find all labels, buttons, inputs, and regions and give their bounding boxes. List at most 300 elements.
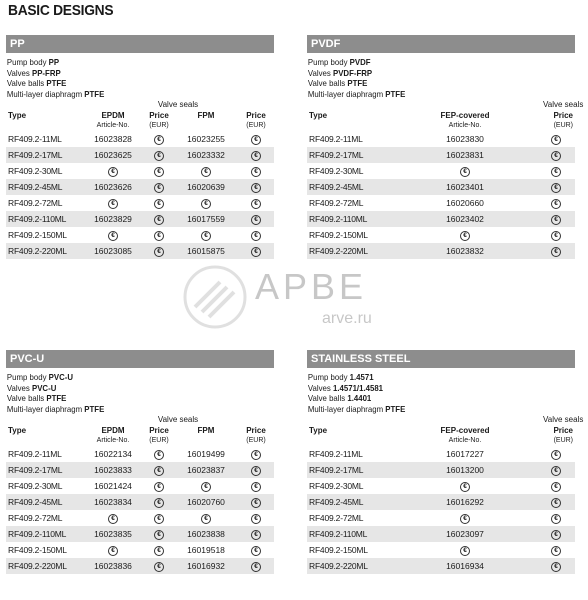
section-header: PVDF: [307, 35, 575, 53]
column-header-row: [307, 110, 575, 120]
price-on-request-icon: €: [201, 167, 211, 177]
valve-seals-label: Valve seals: [543, 100, 584, 110]
price-on-request-icon: €: [551, 498, 561, 508]
type-cell: RF409.2-45ML: [307, 179, 415, 195]
article-cell: 16016932: [174, 558, 238, 574]
article-cell: 16023626: [82, 179, 144, 195]
column-header-s1: EPDM: [101, 425, 125, 435]
spec-line: [308, 78, 554, 89]
price-table: [307, 414, 584, 574]
column-subheader-row: [6, 435, 274, 446]
type-cell: RF409.2-72ML: [8, 198, 63, 209]
column-subheader-s2: [174, 435, 238, 446]
price-on-request-icon: €: [154, 183, 164, 193]
type-cell: RF409.2-45ML: [6, 494, 82, 510]
article-cell: [82, 195, 144, 211]
article-cell: [82, 163, 144, 179]
type-cell: RF409.2-17ML: [6, 147, 82, 163]
column-subheader-s1: Article-No.: [448, 122, 482, 130]
spec-value: PP: [48, 57, 60, 67]
column-header-p2: Price: [246, 110, 266, 120]
spec-label: Valves: [6, 382, 30, 393]
table-row: [6, 462, 274, 478]
column-header-row: [307, 425, 575, 435]
article-cell: [174, 163, 238, 179]
table-row: [6, 227, 274, 243]
column-subheader-type: [307, 435, 415, 446]
article-cell: [415, 227, 515, 243]
column-subheader-s1: Article-No.: [448, 437, 482, 445]
spec-value: PTFE: [46, 393, 67, 404]
price-on-request-icon: €: [460, 167, 470, 177]
article-cell: 16023097: [415, 526, 515, 542]
spec-value: PVC-U: [32, 382, 57, 393]
article-cell: 16023255: [187, 134, 225, 145]
column-header-type: Type: [8, 110, 27, 120]
article-cell: 16019499: [187, 449, 225, 460]
column-header-s2: FPM: [197, 425, 215, 435]
valve-seals-row: [307, 414, 575, 425]
price-on-request-icon: €: [251, 546, 261, 556]
price-on-request-icon: €: [460, 231, 470, 241]
column-subheader-p1: (EUR): [553, 122, 574, 130]
article-cell: 16016292: [415, 494, 515, 510]
article-cell: [82, 542, 144, 558]
type-cell: RF409.2-150ML: [309, 545, 368, 556]
spec-value: PTFE: [84, 88, 105, 99]
price-on-request-icon: €: [108, 514, 118, 524]
price-on-request-icon: €: [108, 167, 118, 177]
price-on-request-icon: €: [251, 466, 261, 476]
valve-seals-label: Valve seals: [157, 415, 199, 425]
spec-line: [7, 404, 253, 415]
price-cell: [144, 478, 174, 494]
table-row: [307, 542, 575, 558]
article-cell: 16021424: [94, 481, 132, 492]
type-cell: RF409.2-220ML: [6, 243, 82, 259]
table-row: [6, 179, 274, 195]
article-cell: 16023402: [415, 211, 515, 227]
type-cell: RF409.2-45ML: [307, 494, 415, 510]
price-cell: [238, 446, 274, 462]
valve-seals-row: [307, 99, 575, 110]
price-cell: [144, 446, 174, 462]
spec-value: 1.4571/1.4581: [333, 382, 384, 393]
price-table: [6, 99, 274, 259]
article-cell: 16013200: [415, 462, 515, 478]
price-on-request-icon: €: [251, 183, 261, 193]
column-subheader-row: [307, 120, 575, 131]
price-on-request-icon: €: [251, 135, 261, 145]
price-cell: [515, 494, 575, 510]
spec-line: [7, 89, 253, 100]
type-cell: RF409.2-11ML: [309, 449, 363, 460]
column-header-p1: Price: [149, 110, 169, 120]
valve-seals-label: Valve seals: [543, 415, 584, 425]
spec-value: 1.4401: [347, 393, 372, 404]
price-cell: [515, 179, 575, 195]
column-subheader-type: [6, 435, 82, 446]
column-subheader-type: [307, 120, 415, 131]
type-cell: RF409.2-150ML: [8, 230, 67, 241]
price-on-request-icon: €: [460, 546, 470, 556]
price-table: [307, 99, 584, 259]
price-cell: [238, 510, 274, 526]
spec-value: PTFE: [347, 78, 368, 89]
price-on-request-icon: €: [154, 514, 164, 524]
table-row: [6, 558, 274, 574]
section-pvdf: [307, 35, 584, 259]
article-cell: 16020760: [174, 494, 238, 510]
price-cell: [144, 243, 174, 259]
section-header: PP: [6, 35, 274, 53]
price-cell: [515, 542, 575, 558]
column-subheader-s1: Article-No.: [96, 122, 130, 130]
article-cell: [174, 227, 238, 243]
spec-label: Pump body: [6, 372, 47, 382]
column-subheader-s1: Article-No.: [96, 437, 130, 445]
price-on-request-icon: €: [551, 466, 561, 476]
price-cell: [515, 462, 575, 478]
table-row: [307, 243, 575, 259]
column-header-s1: FEP-covered: [440, 425, 490, 435]
valve-seals-label: Valve seals: [157, 100, 199, 110]
spec-label: Valves: [307, 67, 331, 78]
table-row: [6, 211, 274, 227]
blank-cell: [6, 414, 82, 425]
article-cell: 16023829: [82, 211, 144, 227]
price-cell: [144, 227, 174, 243]
article-cell: 16023085: [82, 243, 144, 259]
spec-line: [7, 372, 253, 383]
price-cell: [515, 243, 575, 259]
price-on-request-icon: €: [251, 167, 261, 177]
column-subheader-p2: (EUR): [246, 122, 266, 130]
price-on-request-icon: €: [551, 167, 561, 177]
spec-value: PTFE: [385, 88, 406, 99]
spec-value: 1.4571: [349, 372, 374, 382]
column-header-row: [6, 110, 274, 120]
article-cell: 16017227: [446, 449, 484, 460]
column-header-row: [6, 425, 274, 435]
blank-cell: [307, 99, 415, 110]
spec-value: PP-FRP: [32, 67, 61, 78]
table-row: [6, 131, 274, 147]
price-cell: [238, 478, 274, 494]
spec-line: [308, 372, 554, 383]
price-cell: [515, 478, 575, 494]
price-cell: [144, 558, 174, 574]
price-on-request-icon: €: [251, 151, 261, 161]
table-row: [6, 147, 274, 163]
table-row: [307, 147, 575, 163]
column-subheader-row: [307, 435, 575, 446]
column-header-s2: FPM: [197, 110, 215, 120]
article-cell: 16022134: [94, 449, 132, 460]
type-cell: RF409.2-220ML: [307, 243, 415, 259]
table-row: [6, 526, 274, 542]
table-row: [307, 163, 575, 179]
spec-value: PVC-U: [48, 372, 74, 382]
type-cell: RF409.2-30ML: [309, 166, 364, 177]
spec-line: [7, 393, 253, 404]
price-on-request-icon: €: [551, 482, 561, 492]
article-cell: 16020660: [446, 198, 484, 209]
spec-line: [308, 393, 554, 404]
table-row: [307, 446, 575, 462]
type-cell: RF409.2-220ML: [6, 558, 82, 574]
column-header-type: Type: [8, 425, 27, 435]
spec-label: Valves: [6, 67, 30, 78]
article-cell: [174, 195, 238, 211]
price-cell: [238, 131, 274, 147]
table-row: [307, 494, 575, 510]
type-cell: RF409.2-72ML: [309, 513, 364, 524]
spec-line: [308, 57, 554, 68]
article-cell: 16023833: [82, 462, 144, 478]
price-cell: [238, 526, 274, 542]
price-on-request-icon: €: [251, 482, 261, 492]
blank-cell: [6, 99, 82, 110]
price-on-request-icon: €: [551, 231, 561, 241]
table-row: [6, 510, 274, 526]
spec-value: PVDF-FRP: [333, 67, 373, 78]
price-cell: [238, 179, 274, 195]
table-row: [6, 542, 274, 558]
price-on-request-icon: €: [154, 546, 164, 556]
price-cell: [515, 558, 575, 574]
spec-line: [308, 404, 554, 415]
article-cell: 16017559: [174, 211, 238, 227]
spec-label: Valve balls: [307, 78, 346, 89]
price-on-request-icon: €: [460, 514, 470, 524]
type-cell: RF409.2-220ML: [307, 558, 415, 574]
price-on-request-icon: €: [154, 562, 164, 572]
price-on-request-icon: €: [551, 183, 561, 193]
price-on-request-icon: €: [154, 135, 164, 145]
price-on-request-icon: €: [251, 450, 261, 460]
price-on-request-icon: €: [154, 450, 164, 460]
column-subheader-p2: (EUR): [246, 437, 266, 445]
type-cell: RF409.2-72ML: [8, 513, 63, 524]
watermark-brand: АРВЕ: [255, 266, 368, 307]
price-on-request-icon: €: [551, 530, 561, 540]
price-on-request-icon: €: [551, 151, 561, 161]
column-subheader-type: [6, 120, 82, 131]
price-on-request-icon: €: [251, 247, 261, 257]
price-on-request-icon: €: [251, 562, 261, 572]
price-on-request-icon: €: [154, 466, 164, 476]
spec-block: [6, 372, 253, 414]
article-cell: 16023834: [82, 494, 144, 510]
price-on-request-icon: €: [154, 231, 164, 241]
table-row: [307, 526, 575, 542]
type-cell: RF409.2-30ML: [309, 481, 364, 492]
column-header-s1: EPDM: [101, 110, 125, 120]
spec-line: [7, 57, 253, 68]
article-cell: [415, 478, 515, 494]
price-on-request-icon: €: [154, 482, 164, 492]
price-on-request-icon: €: [108, 231, 118, 241]
spec-label: Valve balls: [6, 78, 45, 89]
spec-value: PTFE: [84, 403, 105, 414]
price-cell: [238, 227, 274, 243]
article-cell: [415, 510, 515, 526]
article-cell: 16020639: [174, 179, 238, 195]
price-cell: [238, 243, 274, 259]
price-on-request-icon: €: [154, 247, 164, 257]
article-cell: 16023837: [174, 462, 238, 478]
type-cell: RF409.2-110ML: [6, 211, 82, 227]
price-on-request-icon: €: [201, 231, 211, 241]
price-cell: [144, 462, 174, 478]
price-on-request-icon: €: [251, 231, 261, 241]
price-cell: [515, 227, 575, 243]
article-cell: 16023828: [94, 134, 132, 145]
price-cell: [144, 131, 174, 147]
watermark-url: arve.ru: [322, 310, 372, 327]
price-cell: [238, 195, 274, 211]
table-row: [307, 131, 575, 147]
table-row: [6, 163, 274, 179]
article-cell: [174, 510, 238, 526]
type-cell: RF409.2-45ML: [6, 179, 82, 195]
spec-block: [6, 57, 253, 99]
price-on-request-icon: €: [551, 215, 561, 225]
column-subheader-p1: (EUR): [553, 437, 574, 445]
spec-label: Valve balls: [307, 393, 346, 404]
price-on-request-icon: €: [251, 530, 261, 540]
column-header-p1: Price: [553, 110, 574, 120]
price-on-request-icon: €: [108, 546, 118, 556]
price-cell: [515, 211, 575, 227]
spec-value: PTFE: [385, 403, 406, 414]
column-header-p1: Price: [553, 425, 574, 435]
article-cell: 16023625: [82, 147, 144, 163]
price-on-request-icon: €: [154, 215, 164, 225]
column-subheader-row: [6, 120, 274, 131]
table-row: [307, 195, 575, 211]
price-on-request-icon: €: [154, 498, 164, 508]
article-cell: [415, 163, 515, 179]
section-stainless-steel: [307, 350, 584, 574]
price-cell: [515, 195, 575, 211]
article-cell: 16023831: [415, 147, 515, 163]
article-cell: 16023836: [82, 558, 144, 574]
section-pp: [6, 35, 274, 259]
price-cell: [238, 163, 274, 179]
table-row: [6, 494, 274, 510]
article-cell: [82, 510, 144, 526]
type-cell: RF409.2-150ML: [309, 230, 368, 241]
article-cell: 16023830: [446, 134, 484, 145]
spec-block: [307, 57, 554, 99]
price-on-request-icon: €: [551, 450, 561, 460]
type-cell: RF409.2-11ML: [8, 449, 62, 460]
spec-label: Pump body: [307, 57, 348, 67]
price-cell: [515, 446, 575, 462]
price-cell: [238, 147, 274, 163]
column-header-s1: FEP-covered: [440, 110, 490, 120]
spec-label: Valves: [307, 382, 331, 393]
type-cell: RF409.2-17ML: [307, 462, 415, 478]
article-cell: 16023838: [174, 526, 238, 542]
price-on-request-icon: €: [201, 482, 211, 492]
spec-line: [7, 68, 253, 79]
price-on-request-icon: €: [551, 562, 561, 572]
table-row: [307, 211, 575, 227]
spec-line: [7, 78, 253, 89]
article-cell: 16015875: [174, 243, 238, 259]
price-on-request-icon: €: [251, 199, 261, 209]
section-header: PVC-U: [6, 350, 274, 368]
table-row: [307, 179, 575, 195]
price-on-request-icon: €: [201, 514, 211, 524]
price-cell: [515, 163, 575, 179]
spec-label: Multi-layer diaphragm: [307, 403, 384, 414]
price-on-request-icon: €: [154, 199, 164, 209]
price-cell: [144, 179, 174, 195]
type-cell: RF409.2-11ML: [8, 134, 62, 145]
price-cell: [515, 510, 575, 526]
column-header-p1: Price: [149, 425, 169, 435]
price-on-request-icon: €: [251, 498, 261, 508]
type-cell: RF409.2-110ML: [307, 211, 415, 227]
table-row: [6, 446, 274, 462]
price-table: [6, 414, 274, 574]
type-cell: RF409.2-30ML: [8, 481, 63, 492]
article-cell: 16016934: [415, 558, 515, 574]
table-row: [6, 478, 274, 494]
spec-block: [307, 372, 554, 414]
article-cell: 16023401: [415, 179, 515, 195]
article-cell: 16023832: [415, 243, 515, 259]
price-on-request-icon: €: [551, 199, 561, 209]
type-cell: RF409.2-150ML: [8, 545, 67, 556]
price-on-request-icon: €: [460, 482, 470, 492]
article-cell: [174, 478, 238, 494]
price-on-request-icon: €: [551, 514, 561, 524]
article-cell: 16023332: [174, 147, 238, 163]
spec-value: PTFE: [46, 78, 67, 89]
type-cell: RF409.2-17ML: [6, 462, 82, 478]
price-cell: [238, 494, 274, 510]
price-cell: [515, 131, 575, 147]
column-subheader-p1: (EUR): [149, 437, 169, 445]
article-cell: 16023835: [82, 526, 144, 542]
price-cell: [144, 195, 174, 211]
table-row: [6, 243, 274, 259]
article-cell: [415, 542, 515, 558]
spec-label: Multi-layer diaphragm: [307, 88, 384, 99]
article-cell: [82, 227, 144, 243]
spec-label: Multi-layer diaphragm: [6, 88, 83, 99]
table-row: [307, 478, 575, 494]
price-on-request-icon: €: [154, 530, 164, 540]
spec-label: Valve balls: [6, 393, 45, 404]
price-on-request-icon: €: [551, 135, 561, 145]
spec-line: [308, 68, 554, 79]
column-subheader-p1: (EUR): [149, 122, 169, 130]
type-cell: RF409.2-72ML: [309, 198, 364, 209]
price-cell: [238, 211, 274, 227]
table-row: [307, 510, 575, 526]
price-on-request-icon: €: [154, 167, 164, 177]
column-header-type: Type: [309, 110, 328, 120]
price-on-request-icon: €: [251, 514, 261, 524]
type-cell: RF409.2-30ML: [8, 166, 63, 177]
table-row: [307, 462, 575, 478]
